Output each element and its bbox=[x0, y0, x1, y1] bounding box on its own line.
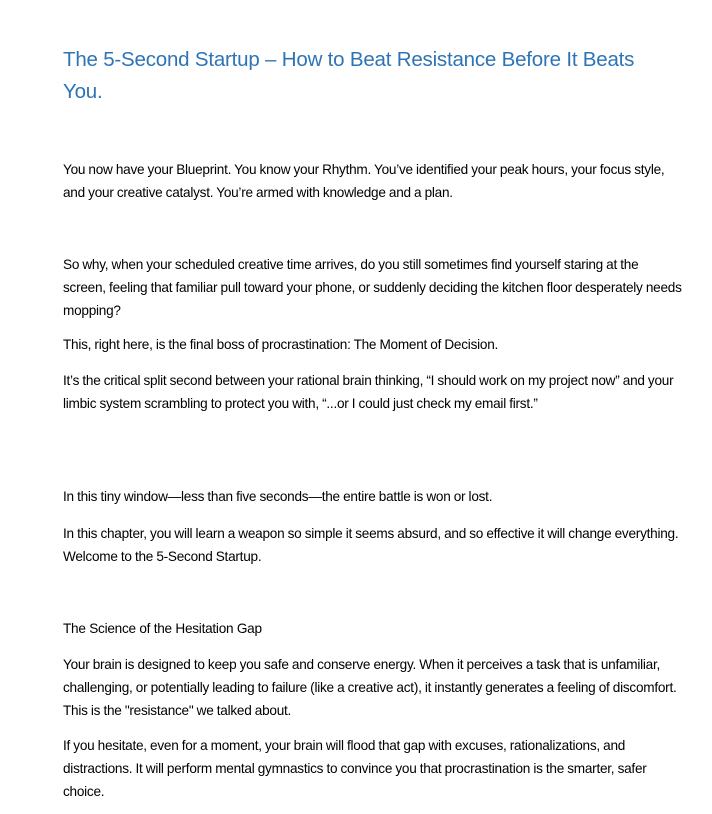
paragraph-why: So why, when your scheduled creative time arrives, do you still sometimes find yourself staring at the screen, feeling that familiar pull toward your phone, or suddenly deciding the kitchen floor desperately needs mopping? bbox=[63, 257, 682, 318]
paragraph-split-second: It’s the critical split second between your rational brain thinking, “I should work on my project now” and your limbic system scrambling to protect you with, “...or I could just check my email first.” bbox=[63, 373, 674, 411]
paragraph-chapter-intro: In this chapter, you will learn a weapon so simple it seems absurd, and so effective it will change everything. Welcome to the 5-Second Startup. bbox=[63, 526, 679, 564]
paragraph-final-boss: This, right here, is the final boss of procrastination: The Moment of Decision. bbox=[63, 337, 499, 352]
paragraph-hesitate: If you hesitate, even for a moment, your brain will flood that gap with excuses, rationalizations, and distractions. It will perform mental gymnastics to convince you that procrastination is the smarter, safer choice. bbox=[63, 738, 647, 799]
paragraph-tiny-window: In this tiny window—less than five seconds—the entire battle is won or lost. bbox=[63, 489, 493, 504]
paragraph-brain-designed: Your brain is designed to keep you safe and conserve energy. When it perceives a task that is unfamiliar, challenging, or potentially leading to failure (like a creative act), it instantly generates a feeling of discomfort. This is the "resistance" we talked about. bbox=[63, 657, 677, 718]
paragraph-blueprint: You now have your Blueprint. You know your Rhythm. You’ve identified your peak hours, your focus style, and your creative catalyst. You’re armed with knowledge and a plan. bbox=[63, 162, 665, 200]
chapter-title: The 5-Second Startup – How to Beat Resistance Before It Beats You. bbox=[63, 48, 635, 103]
section-heading: The Science of the Hesitation Gap bbox=[63, 621, 262, 636]
